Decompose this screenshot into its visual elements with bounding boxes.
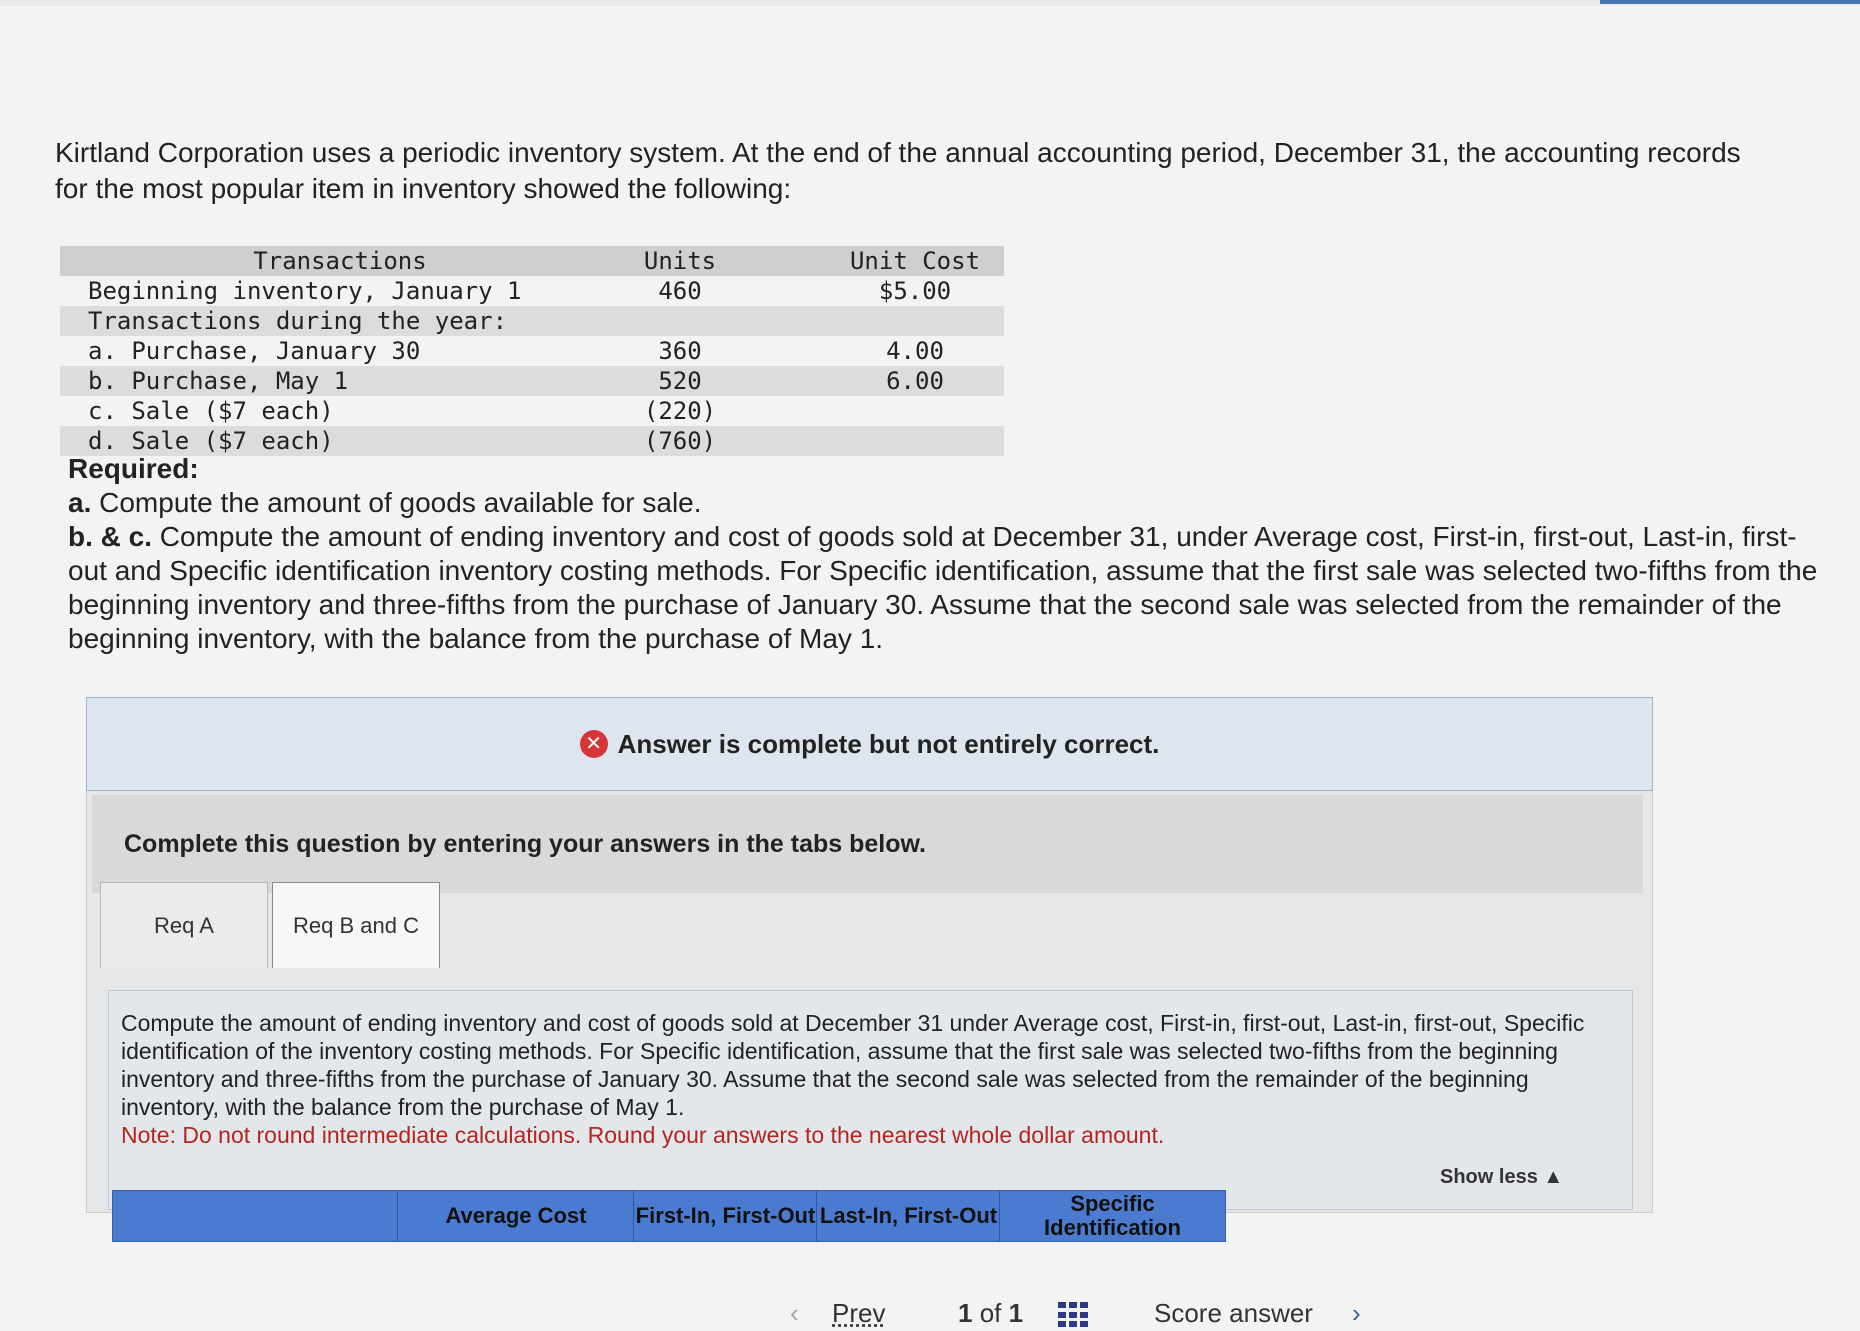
ledger-label: Beginning inventory, January 1 [88, 277, 522, 305]
problem-intro: Kirtland Corporation uses a periodic inventory system. At the end of the annual accounting period, December 31, the accounting records for the most popular item in inventory showed the following: [55, 137, 1741, 204]
ledger-units: (220) [643, 397, 717, 425]
ledger-cost: 4.00 [886, 337, 944, 365]
required-a-prefix: a. [68, 487, 92, 518]
ledger-row [60, 396, 1004, 426]
show-less-link[interactable]: Show less ▲ [1440, 1166, 1564, 1188]
required-a [68, 486, 1818, 520]
instructions-text: Complete this question by entering your answers in the tabs below. [124, 829, 926, 858]
header-specific-identification [999, 1191, 1225, 1241]
header-label: Specific Identification [1044, 1191, 1181, 1240]
tab-content [108, 990, 1633, 1210]
header-units: Units [643, 247, 717, 275]
ledger-units: 460 [658, 277, 702, 305]
top-accent-bar [1600, 0, 1860, 4]
ledger-cost: $5.00 [878, 277, 952, 305]
tab-label: Req A [154, 912, 214, 938]
required-bc-prefix: b. & c. [68, 521, 153, 552]
chevron-right-icon[interactable]: › [1352, 1298, 1361, 1328]
required-bc [68, 520, 1818, 656]
ledger-row [60, 276, 1004, 306]
ledger-label: a. Purchase, January 30 [88, 337, 421, 365]
page-current: 1 [958, 1298, 973, 1328]
score-answer-button[interactable]: Score answer [1154, 1298, 1313, 1328]
page-of: of [979, 1298, 1002, 1328]
header-fifo [633, 1191, 817, 1241]
tab-req-b-and-c[interactable] [272, 882, 440, 968]
inventory-ledger [60, 246, 1004, 456]
required-bc-text: Compute the amount of ending inventory and cost of goods sold at December 31, under Average cost, First-in, first-out, Last-in, first-out and Specific identification inventory costing methods. For Specific identification, assume that the first sale was selected two-fifths from the beginning inventory and three-fifths from the purchase of January 30. Assume that the second sale was selected from the remainder of the beginning inventory, with the balance from the purchase of May 1. [68, 521, 1818, 654]
tab-description: Compute the amount of ending inventory and cost of goods sold at December 31 under Average cost, First-in, first-out, Last-in, first-out, Specific identification of the inventory costing methods. For Specific identification, assume that the first sale was selected two-fifths from the beginning inventory and three-fifths from the purchase of January 30. Assume that the second sale was selected from the remainder of the beginning inventory, with the balance from the purchase of May 1. [121, 1010, 1585, 1120]
pager [790, 1298, 1410, 1331]
header-label: Last-In, First-Out [819, 1203, 998, 1228]
required-a-text: Compute the amount of goods available for sale. [99, 487, 702, 518]
prev-button[interactable]: Prev [832, 1298, 886, 1328]
ledger-row [60, 306, 1004, 336]
answer-table-header [112, 1190, 1226, 1242]
page-count [958, 1298, 1023, 1329]
ledger-row [60, 366, 1004, 396]
ledger-cost: 6.00 [886, 367, 944, 395]
ledger-row [60, 336, 1004, 366]
instructions-box [92, 795, 1643, 893]
ledger-label: Transactions during the year: [88, 307, 508, 335]
feedback-banner [86, 697, 1653, 791]
chevron-left-icon[interactable]: ‹ [790, 1298, 799, 1328]
header-lifo [816, 1191, 1000, 1241]
header-average-cost [397, 1191, 634, 1241]
header-label: Average Cost [445, 1203, 587, 1228]
tab-req-a[interactable] [100, 882, 268, 968]
top-strip [0, 0, 1860, 6]
tab-label: Req B and C [293, 912, 419, 938]
ledger-units: (760) [643, 427, 717, 455]
ledger-label: b. Purchase, May 1 [88, 367, 349, 395]
grid-icon[interactable] [1058, 1302, 1088, 1328]
feedback-message: Answer is complete but not entirely correct. [617, 728, 1160, 759]
ledger-label: d. Sale ($7 each) [88, 427, 334, 455]
x-circle-icon: ✕ [580, 730, 608, 758]
header-unit-cost: Unit Cost [849, 247, 981, 275]
ledger-units: 520 [658, 367, 702, 395]
ledger-header-row [60, 246, 1004, 276]
required-section [68, 452, 1818, 656]
header-blank [113, 1191, 397, 1241]
header-transactions: Transactions [253, 247, 427, 275]
required-label: Required: [68, 453, 199, 484]
page-total: 1 [1008, 1298, 1024, 1328]
ledger-units: 360 [658, 337, 702, 365]
header-label: First-In, First-Out [635, 1203, 816, 1228]
ledger-label: c. Sale ($7 each) [88, 397, 334, 425]
rounding-note: Note: Do not round intermediate calculations. Round your answers to the nearest whole dollar amount. [121, 1122, 1165, 1148]
